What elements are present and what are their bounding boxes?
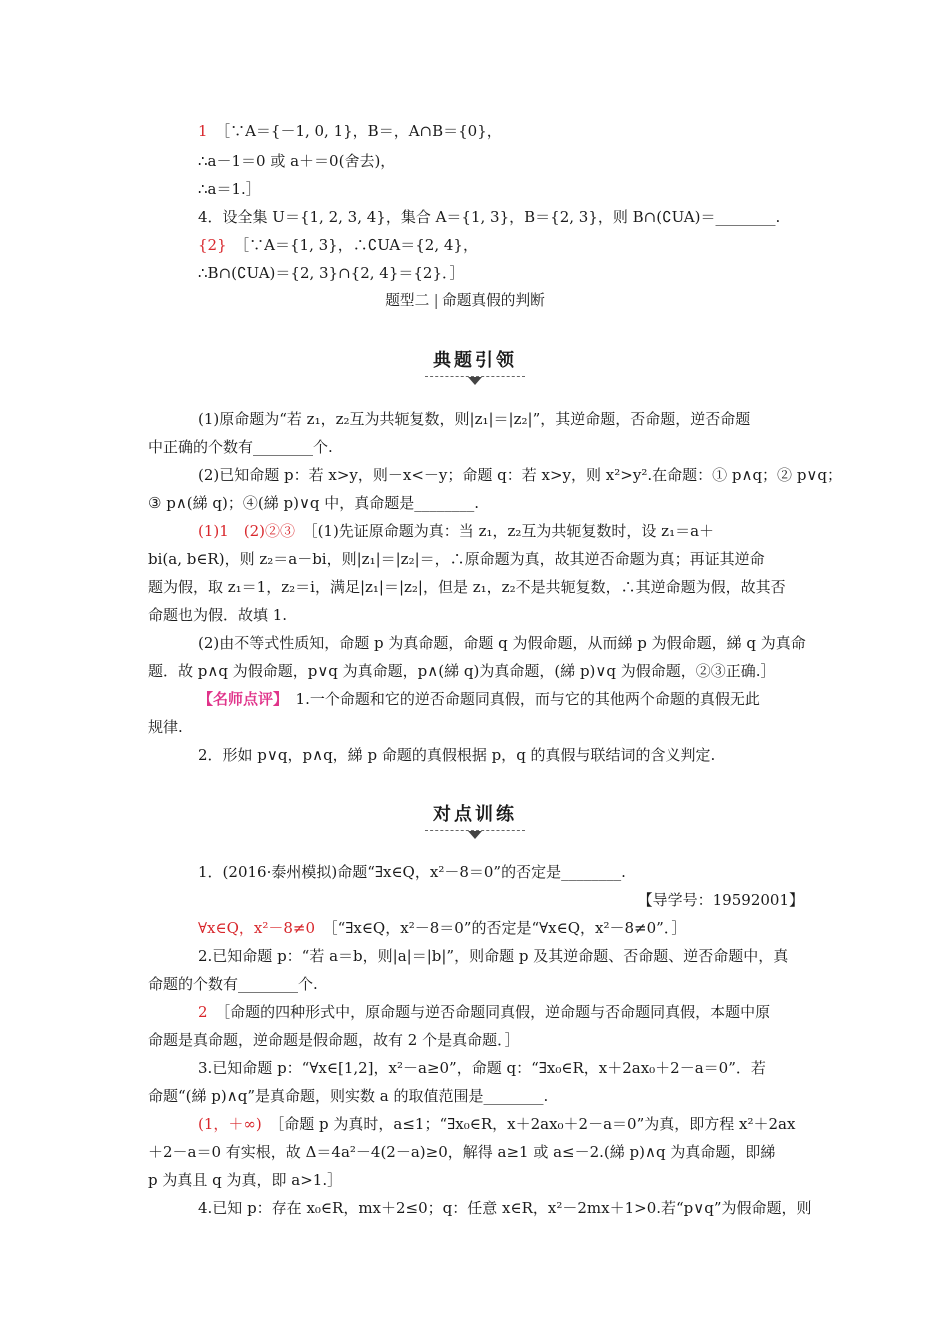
tip-label: 【名师点评】 xyxy=(198,690,281,708)
answer-line xyxy=(198,1002,770,1022)
answer-value: {2} xyxy=(198,236,227,254)
solution-line: 命题也为假．故填 1. xyxy=(148,606,288,624)
answer-explanation: ［∵A＝{－1, 0, 1}，B＝，A∩B＝{0}， xyxy=(222,122,502,140)
section-prefix: 题型二 xyxy=(385,291,430,309)
answer-explanation: ［(1)先证原命题为真：当 z₁，z₂互为共轭复数时，设 z₁＝a＋ xyxy=(310,522,715,540)
solution-line xyxy=(198,521,714,541)
question-line: 4．设全集 U＝{1, 2, 3, 4}，集合 A＝{1, 3}，B＝{2, 3}，则 B∩(∁UA)＝________. xyxy=(198,208,781,226)
question-line: 命题“(綈 p)∧q”是真命题，则实数 a 的取值范围是________. xyxy=(148,1087,549,1105)
answer-line xyxy=(198,121,502,141)
answer-value: (1，＋∞) xyxy=(198,1115,262,1133)
section-title: 命题真假的判断 xyxy=(442,291,545,309)
example-line: ③ p∧(綈 q)；④(綈 p)∨q 中，真命题是________. xyxy=(148,494,480,512)
answer-explanation: ［命题 p 为真时，a≤1；“∃x₀∈R，x＋2ax₀＋2－a＝0”为真，即方程 x²＋2ax xyxy=(276,1115,796,1133)
answer-line: p 为真且 q 为真，即 a>1.］ xyxy=(148,1171,343,1189)
example-line: 中正确的个数有________个. xyxy=(148,438,333,456)
text-line: ∴B∩(∁UA)＝{2, 3}∩{2, 4}＝{2}．］ xyxy=(198,264,465,282)
answer-explanation: ［命题的四种形式中，原命题与逆否命题同真假，逆命题与否命题同真假，本题中原 xyxy=(222,1003,771,1021)
answer-line xyxy=(198,1114,795,1134)
reference-number: 【导学号：19592001】 xyxy=(637,891,804,909)
text-line: ∴a－1＝0 或 a＋＝0(舍去)， xyxy=(198,152,396,170)
solution-line: bi(a, b∈R)，则 z₂＝a－bi，则|z₁|＝|z₂|＝，∴原命题为真，故其逆否命题为真；再证其逆命 xyxy=(148,550,765,568)
example-line: (1)原命题为“若 z₁，z₂互为共轭复数，则|z₁|＝|z₂|”，其逆命题，否命题，逆否命题 xyxy=(198,410,751,428)
answer-line xyxy=(198,235,478,255)
question-line: 4.已知 p：存在 x₀∈R，mx＋2≤0；q：任意 x∈R，x²－2mx＋1>0.若“p∨q”为假命题，则 xyxy=(198,1199,812,1217)
solution-line: (2)由不等式性质知，命题 p 为真命题，命题 q 为假命题，从而綈 p 为假命题，綈 q 为真命 xyxy=(198,634,806,652)
answer-line xyxy=(198,918,686,938)
banner-example xyxy=(0,346,950,385)
question-line: 2.已知命题 p：“若 a＝b，则|a|＝|b|”，则命题 p 及其逆命题、否命题、逆否命题中，真 xyxy=(198,947,789,965)
answer-value: ∀x∈Q，x²－8≠0 xyxy=(198,919,316,937)
tip-line xyxy=(198,689,760,709)
text-line: ∴a＝1.］ xyxy=(198,180,261,198)
solution-line: 题．故 p∧q 为假命题，p∨q 为真命题，p∧(綈 q)为真命题，(綈 p)∨q 为假命题，②③正确.］ xyxy=(148,662,776,680)
tip-text: 1.一个命题和它的逆否命题同真假，而与它的其他两个命题的真假无此 xyxy=(295,690,760,708)
answer-value: 1 xyxy=(198,122,208,140)
triangle-down-icon xyxy=(468,377,482,385)
banner-practice xyxy=(0,800,950,839)
banner-title: 对点训练 xyxy=(425,800,525,831)
question-line: 命题的个数有________个. xyxy=(148,975,318,993)
banner-title: 典题引领 xyxy=(425,346,525,377)
tip-line: 2．形如 p∨q，p∧q，綈 p 命题的真假根据 p，q 的真假与联结词的含义判定. xyxy=(198,746,716,764)
answer-line: 命题是真命题，逆命题是假命题，故有 2 个是真命题．］ xyxy=(148,1031,520,1049)
example-line: (2)已知命题 p：若 x>y，则－x<－y；命题 q：若 x>y，则 x²>y².在命题：① p∧q；② p∨q； xyxy=(198,466,842,484)
triangle-down-icon xyxy=(468,831,482,839)
section-divider xyxy=(435,294,436,309)
question-line: 1．(2016·泰州模拟)命题“∃x∈Q，x²－8＝0”的否定是________. xyxy=(198,863,626,881)
solution-line: 题为假，取 z₁＝1，z₂＝i，满足|z₁|＝|z₂|，但是 z₁，z₂不是共轭复数，∴其逆命题为假，故其否 xyxy=(148,578,786,596)
section-heading xyxy=(0,290,930,310)
answer-value: (1)1 (2)②③ xyxy=(198,522,296,540)
answer-explanation: ［∵A＝{1, 3}，∴∁UA＝{2, 4}， xyxy=(241,236,478,254)
tip-line: 规律. xyxy=(148,718,183,736)
answer-value: 2 xyxy=(198,1003,208,1021)
question-line: 3.已知命题 p：“∀x∈[1,2]，x²－a≥0”，命题 q：“∃x₀∈R，x＋2ax₀＋2－a＝0”．若 xyxy=(198,1059,766,1077)
answer-explanation: ［“∃x∈Q，x²－8＝0”的否定是“∀x∈Q，x²－8≠0”．］ xyxy=(330,919,687,937)
answer-line: ＋2－a＝0 有实根，故 Δ＝4a²－4(2－a)≥0，解得 a≥1 或 a≤－2.(綈 p)∧q 为真命题，即綈 xyxy=(148,1143,776,1161)
